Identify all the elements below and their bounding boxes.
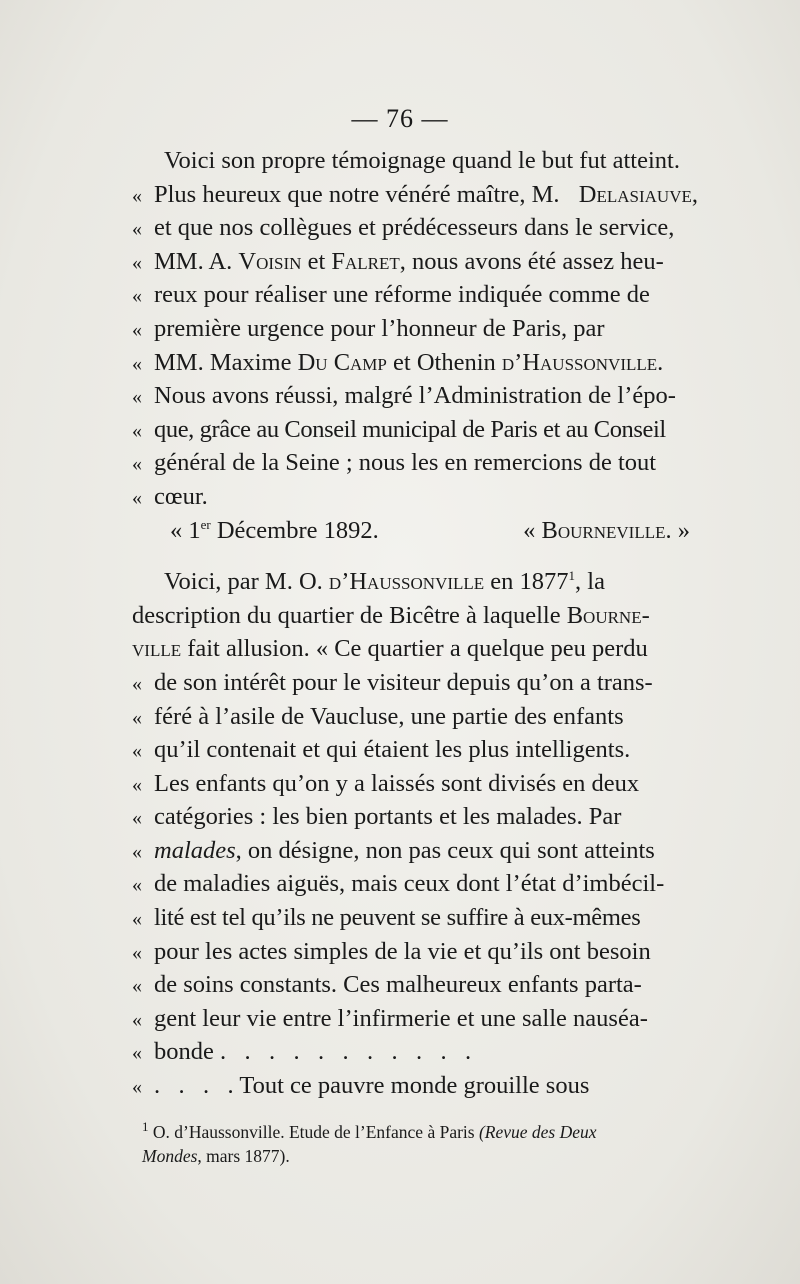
footnote: $^1$ O. d’Haussonville. Etude de l’Enfance à Paris (Revue des Deux Mondes, mars 1877). xyxy=(142,1119,597,1166)
quote-mark: « xyxy=(132,773,142,796)
text-line: « Les enfants qu’on y a laissés sont divisés en deux xyxy=(132,767,698,801)
quote-mark: « xyxy=(132,908,142,931)
page-body xyxy=(132,144,698,1103)
quote-mark: « xyxy=(132,285,142,308)
text-line: description du quartier de Bicêtre à laquelle Bourne- xyxy=(132,601,650,629)
text-line: « Nous avons réussi, malgré l’Administration de l’épo- xyxy=(132,379,698,413)
quote-mark: « xyxy=(132,975,142,998)
quote-mark: « xyxy=(132,419,142,442)
quote-mark: « xyxy=(132,318,142,341)
text-line: « . . . . Tout ce pauvre monde grouille sous xyxy=(132,1069,698,1103)
quote-mark: « xyxy=(132,218,142,241)
text-line: « Plus heureux que notre vénéré maître, M. Delasiauve, xyxy=(132,178,698,212)
text-line: « qu’il contenait et qui étaient les plus intelligents. xyxy=(132,733,698,767)
quote-mark: « xyxy=(132,1042,142,1065)
text-line: « MM. Maxime Du Camp et Othenin d’Haussonville. xyxy=(132,346,698,380)
text-line: « général de la Seine ; nous les en remercions de tout xyxy=(132,446,698,480)
text-line: « bonde . . . . . . . . . . . xyxy=(132,1035,698,1069)
text-line: ville fait allusion. « Ce quartier a quelque peu perdu xyxy=(132,635,648,663)
text-line: « de maladies aiguës, mais ceux dont l’état d’imbécil- xyxy=(132,867,698,901)
quote-mark: « xyxy=(132,672,142,695)
text-line: « cœur. xyxy=(132,480,698,514)
text-line: « que, grâce au Conseil municipal de Paris et au Conseil xyxy=(132,413,698,447)
text-line: « pour les actes simples de la vie et qu’ils ont besoin xyxy=(132,935,698,969)
footnote-number: 1 xyxy=(142,1119,149,1135)
text-line: « de soins constants. Ces malheureux enfants parta- xyxy=(132,968,698,1002)
quote-mark: « xyxy=(132,1076,142,1099)
quote-mark: « xyxy=(132,706,142,729)
signature-line xyxy=(132,514,698,548)
quote-mark: « xyxy=(132,840,142,863)
text-line: « reux pour réaliser une réforme indiquée comme de xyxy=(132,278,698,312)
quote-mark: « xyxy=(132,184,142,207)
letter-date: « 1er Décembre 1892. xyxy=(170,516,379,544)
text-line: « malades, on désigne, non pas ceux qui sont atteints xyxy=(132,834,698,868)
quote-mark: « xyxy=(132,486,142,509)
quote-mark: « xyxy=(132,807,142,830)
page-number: — 76 — xyxy=(351,104,449,133)
text-line: « gent leur vie entre l’infirmerie et une salle nauséa- xyxy=(132,1002,698,1036)
quote-mark: « xyxy=(132,352,142,375)
quote-mark: « xyxy=(132,941,142,964)
quote-mark: « xyxy=(132,874,142,897)
letter-signature: « Bourneville. » xyxy=(523,516,690,544)
text-line: Voici, par M. O. d’Haussonville en 1877$^1$, la xyxy=(164,567,605,596)
quote-mark: « xyxy=(132,251,142,274)
quote-mark: « xyxy=(132,453,142,476)
text-line: « féré à l’asile de Vaucluse, une partie des enfants xyxy=(132,700,698,734)
text-line: « de son intérêt pour le visiteur depuis qu’on a trans- xyxy=(132,666,698,700)
quote-mark: « xyxy=(132,740,142,763)
text-line: « première urgence pour l’honneur de Paris, par xyxy=(132,312,698,346)
text-line: « et que nos collègues et prédécesseurs dans le service, xyxy=(132,211,698,245)
text-line: « MM. A. Voisin et Falret, nous avons été assez heu- xyxy=(132,245,698,279)
quote-mark: « xyxy=(132,386,142,409)
quote-mark: « xyxy=(132,1008,142,1031)
text-line: « catégories : les bien portants et les malades. Par xyxy=(132,800,698,834)
text-line: Voici son propre témoignage quand le but fut atteint. xyxy=(164,147,680,174)
text-line: « lité est tel qu’ils ne peuvent se suffire à eux-mêmes xyxy=(132,901,698,935)
